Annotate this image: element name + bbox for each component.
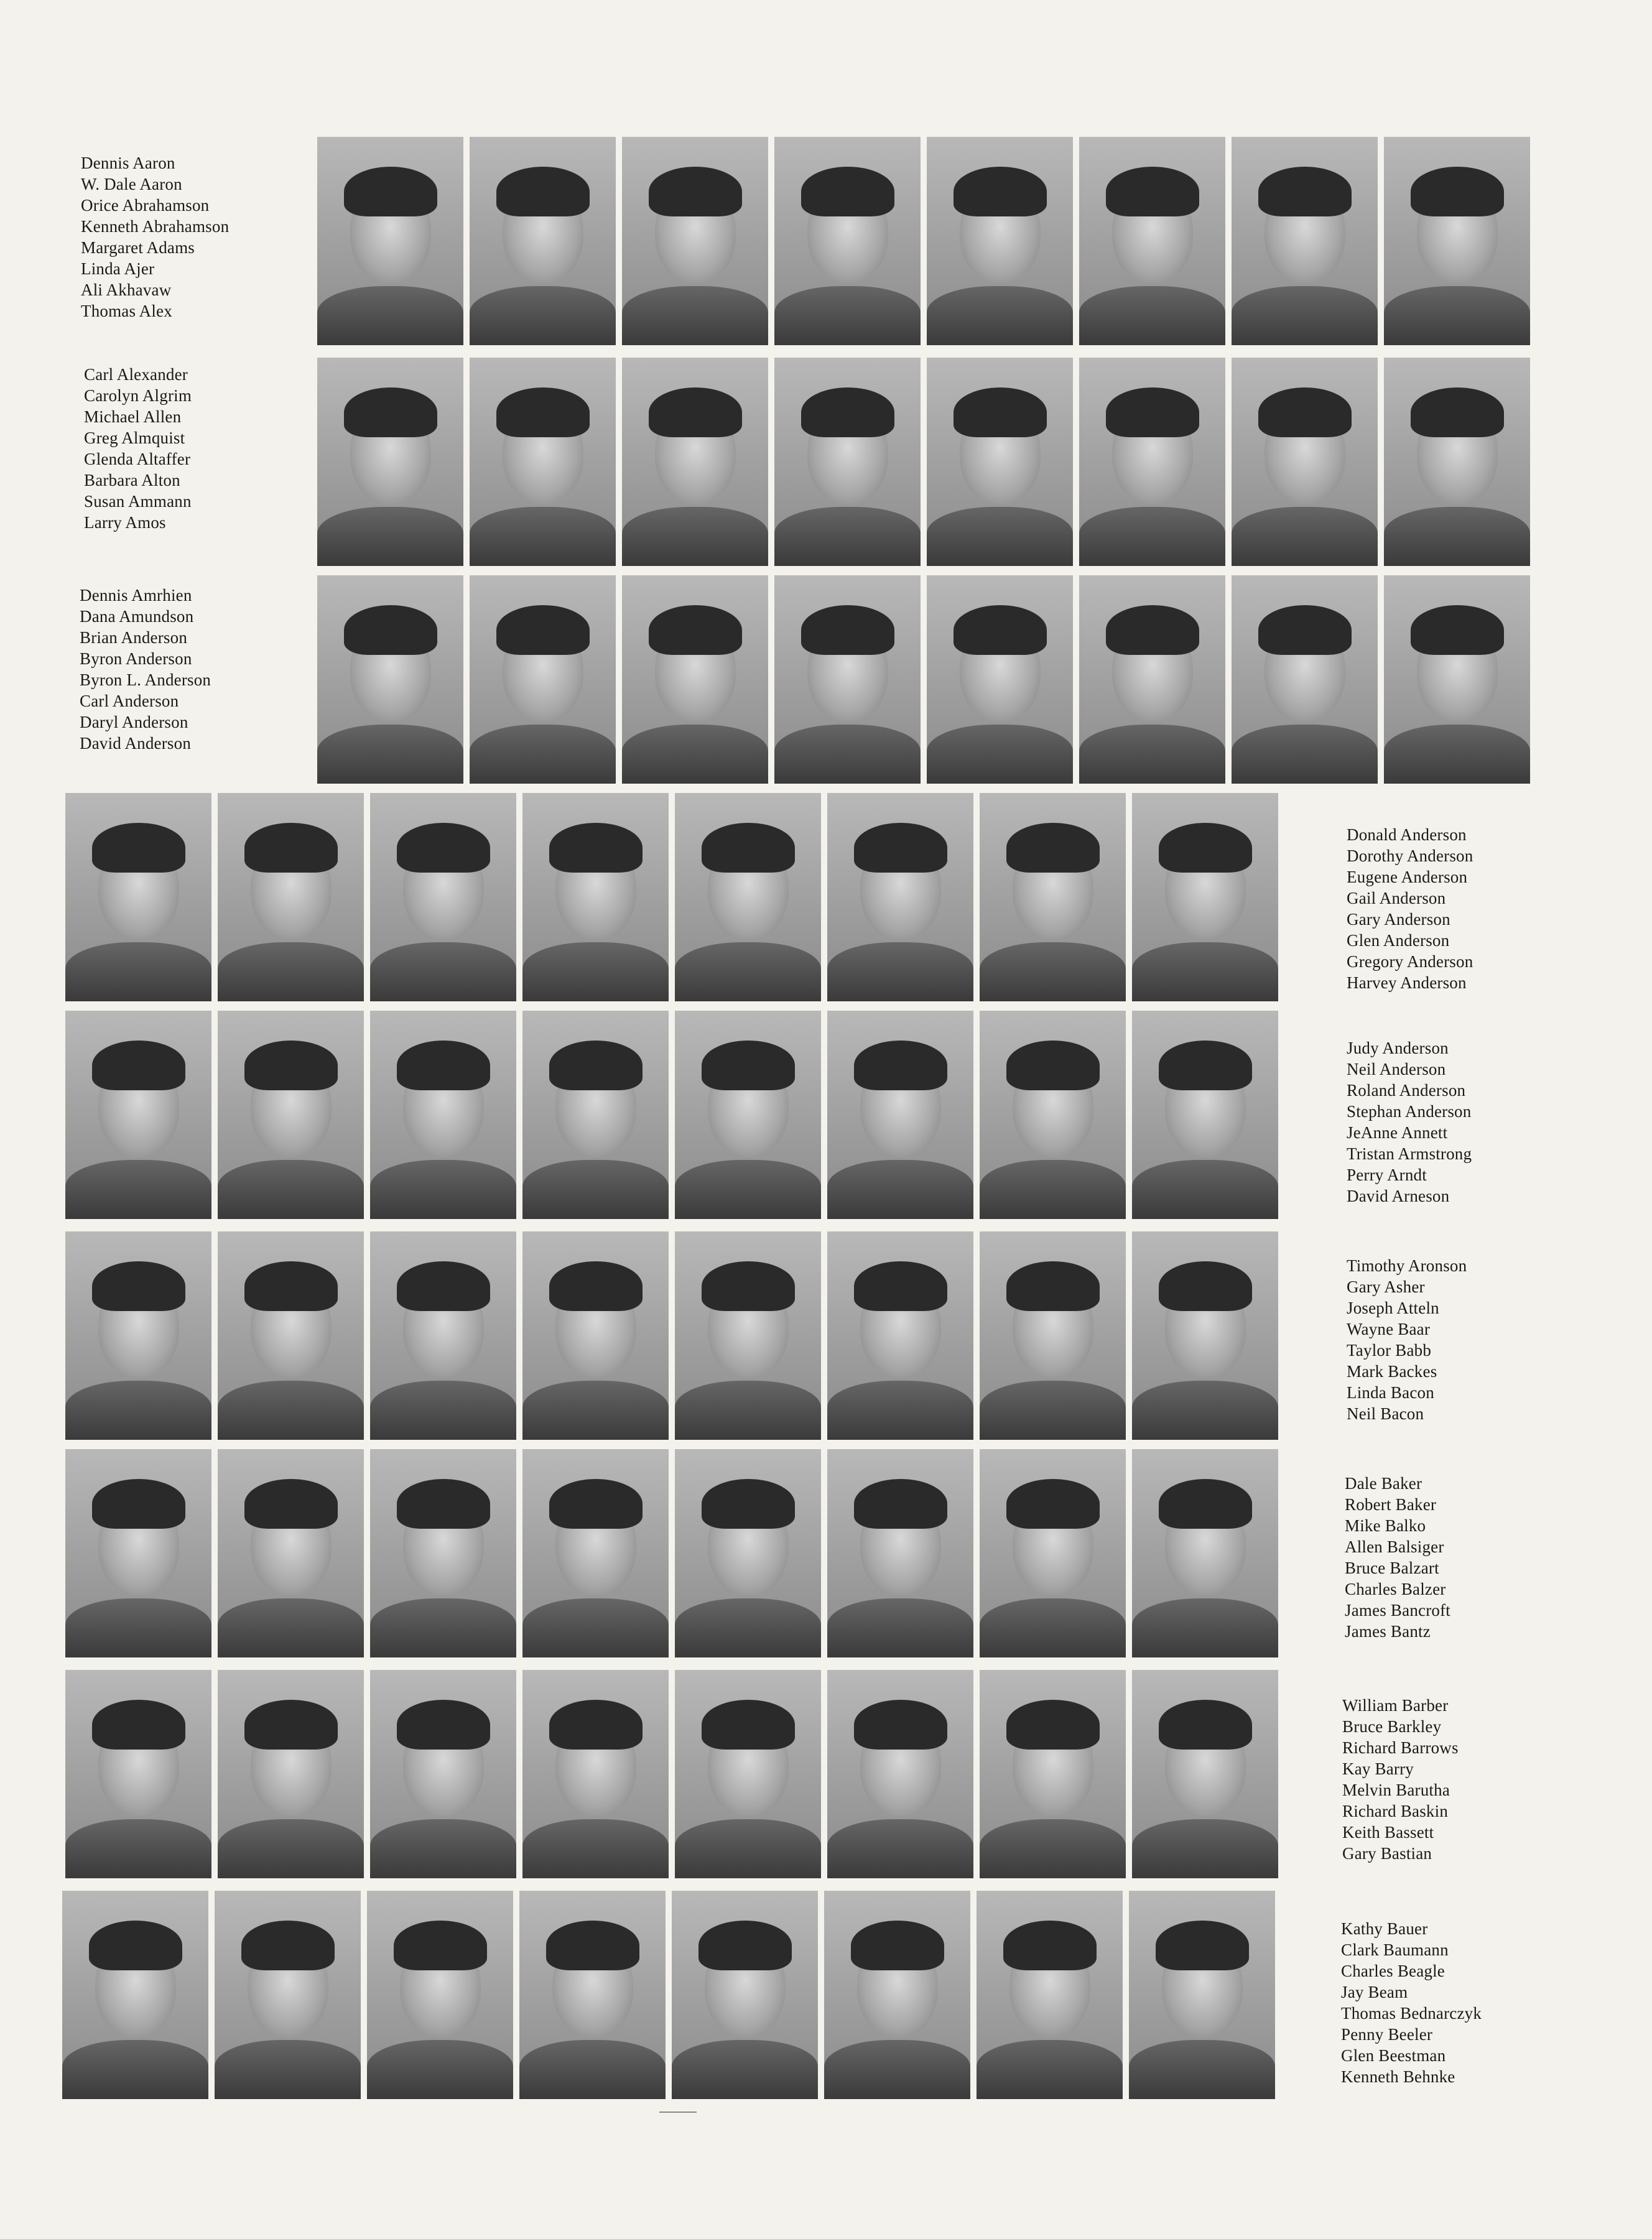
student-name: Penny Beeler xyxy=(1341,2025,1433,2044)
student-name: Linda Ajer xyxy=(81,259,155,278)
student-name: Richard Baskin xyxy=(1342,1802,1449,1820)
student-name: Bruce Balzart xyxy=(1345,1559,1439,1577)
student-name: Stephan Anderson xyxy=(1347,1102,1472,1121)
student-name: Keith Bassett xyxy=(1342,1823,1434,1842)
portrait-photo xyxy=(522,793,669,1001)
student-name: Kenneth Abrahamson xyxy=(81,217,230,236)
student-name: Bruce Barkley xyxy=(1342,1717,1442,1736)
student-name: Dorothy Anderson xyxy=(1347,846,1473,865)
portrait-photo xyxy=(1384,137,1530,345)
photo-row xyxy=(65,1449,1278,1657)
portrait-photo xyxy=(980,1231,1126,1440)
page-mark xyxy=(659,2112,697,2113)
student-name: Barbara Alton xyxy=(84,471,180,489)
portrait-photo xyxy=(367,1891,513,2099)
portrait-photo xyxy=(774,575,921,784)
portrait-photo xyxy=(522,1011,669,1219)
portrait-photo xyxy=(622,358,768,566)
portrait-photo xyxy=(1129,1891,1275,2099)
photo-row xyxy=(65,1670,1278,1878)
name-list xyxy=(1347,1255,1571,1424)
name-list xyxy=(84,364,308,533)
student-name: Allen Balsiger xyxy=(1345,1537,1444,1556)
portrait-photo xyxy=(1232,358,1378,566)
portrait-photo xyxy=(370,1449,516,1657)
student-name: Judy Anderson xyxy=(1347,1039,1449,1057)
student-name: Robert Baker xyxy=(1345,1495,1437,1514)
student-name: Richard Barrows xyxy=(1342,1738,1459,1757)
student-name: Mark Backes xyxy=(1347,1362,1437,1381)
portrait-photo xyxy=(980,1011,1126,1219)
portrait-photo xyxy=(675,793,821,1001)
student-name: Dana Amundson xyxy=(80,607,194,626)
portrait-photo xyxy=(622,137,768,345)
portrait-photo xyxy=(977,1891,1123,2099)
portrait-photo xyxy=(522,1670,669,1878)
student-name: Joseph Atteln xyxy=(1347,1299,1439,1317)
photo-row xyxy=(317,575,1530,784)
portrait-photo xyxy=(1132,1231,1278,1440)
portrait-photo xyxy=(980,793,1126,1001)
student-name: Dennis Amrhien xyxy=(80,586,192,605)
student-name: Gary Bastian xyxy=(1342,1844,1432,1863)
portrait-photo xyxy=(672,1891,818,2099)
portrait-photo xyxy=(218,1011,364,1219)
portrait-photo xyxy=(317,575,463,784)
student-name: Neil Anderson xyxy=(1347,1060,1446,1078)
student-name: Perry Arndt xyxy=(1347,1166,1427,1184)
student-name: Harvey Anderson xyxy=(1347,973,1467,992)
student-name: David Arneson xyxy=(1347,1187,1450,1205)
portrait-photo xyxy=(1079,358,1225,566)
portrait-photo xyxy=(65,1011,211,1219)
portrait-photo xyxy=(927,575,1073,784)
portrait-photo xyxy=(980,1449,1126,1657)
portrait-photo xyxy=(1132,1670,1278,1878)
photo-row xyxy=(65,1011,1278,1219)
photo-row xyxy=(65,1231,1278,1440)
portrait-photo xyxy=(927,137,1073,345)
name-list xyxy=(1347,824,1571,993)
student-name: Gary Asher xyxy=(1347,1277,1425,1296)
portrait-photo xyxy=(215,1891,361,2099)
portrait-photo xyxy=(1384,358,1530,566)
student-name: Donald Anderson xyxy=(1347,825,1467,844)
portrait-photo xyxy=(218,793,364,1001)
portrait-photo xyxy=(370,1670,516,1878)
student-name: Ali Akhavaw xyxy=(81,280,172,299)
student-name: Glen Beestman xyxy=(1341,2046,1446,2065)
portrait-photo xyxy=(675,1231,821,1440)
portrait-photo xyxy=(827,793,973,1001)
photo-row xyxy=(65,793,1278,1001)
student-name: David Anderson xyxy=(80,734,192,753)
student-name: Taylor Babb xyxy=(1347,1341,1432,1360)
student-name: Gail Anderson xyxy=(1347,889,1446,907)
photo-row xyxy=(317,137,1530,345)
student-name: Dale Baker xyxy=(1345,1474,1422,1493)
student-name: Kenneth Behnke xyxy=(1341,2067,1455,2086)
portrait-photo xyxy=(317,358,463,566)
name-list xyxy=(1341,1918,1565,2087)
portrait-photo xyxy=(470,137,616,345)
portrait-photo xyxy=(519,1891,666,2099)
portrait-photo xyxy=(1384,575,1530,784)
portrait-photo xyxy=(927,358,1073,566)
student-name: Mike Balko xyxy=(1345,1516,1426,1535)
student-name: William Barber xyxy=(1342,1696,1449,1715)
student-name: Roland Anderson xyxy=(1347,1081,1466,1100)
student-name: Carl Alexander xyxy=(84,365,188,384)
student-name: Jay Beam xyxy=(1341,1983,1408,2001)
name-list xyxy=(1345,1473,1569,1642)
student-name: Linda Bacon xyxy=(1347,1383,1434,1402)
portrait-photo xyxy=(1079,575,1225,784)
student-name: Gregory Anderson xyxy=(1347,952,1473,971)
student-name: Susan Ammann xyxy=(84,492,192,511)
portrait-photo xyxy=(1132,793,1278,1001)
student-name: Greg Almquist xyxy=(84,429,185,447)
student-name: Wayne Baar xyxy=(1347,1320,1431,1338)
name-list xyxy=(1342,1695,1566,1864)
student-name: Timothy Aronson xyxy=(1347,1256,1467,1275)
student-name: Neil Bacon xyxy=(1347,1404,1424,1423)
student-name: James Bancroft xyxy=(1345,1601,1450,1620)
portrait-photo xyxy=(1232,575,1378,784)
portrait-photo xyxy=(218,1231,364,1440)
student-name: Byron L. Anderson xyxy=(80,670,211,689)
portrait-photo xyxy=(1132,1011,1278,1219)
portrait-photo xyxy=(65,1670,211,1878)
portrait-photo xyxy=(65,1231,211,1440)
portrait-photo xyxy=(1232,137,1378,345)
student-name: Margaret Adams xyxy=(81,238,195,257)
portrait-photo xyxy=(980,1670,1126,1878)
portrait-photo xyxy=(62,1891,208,2099)
portrait-photo xyxy=(1079,137,1225,345)
portrait-photo xyxy=(370,1231,516,1440)
student-name: Kathy Bauer xyxy=(1341,1919,1428,1938)
student-name: Glen Anderson xyxy=(1347,931,1450,950)
portrait-photo xyxy=(522,1231,669,1440)
student-name: Gary Anderson xyxy=(1347,910,1450,929)
portrait-photo xyxy=(218,1670,364,1878)
portrait-photo xyxy=(675,1011,821,1219)
portrait-photo xyxy=(522,1449,669,1657)
student-name: Michael Allen xyxy=(84,407,182,426)
portrait-photo xyxy=(827,1011,973,1219)
portrait-photo xyxy=(370,793,516,1001)
portrait-photo xyxy=(317,137,463,345)
student-name: JeAnne Annett xyxy=(1347,1123,1448,1142)
portrait-photo xyxy=(470,358,616,566)
portrait-photo xyxy=(824,1891,970,2099)
student-name: Thomas Alex xyxy=(81,302,172,320)
portrait-photo xyxy=(675,1670,821,1878)
student-name: Brian Anderson xyxy=(80,628,188,647)
portrait-photo xyxy=(1132,1449,1278,1657)
student-name: Glenda Altaffer xyxy=(84,450,191,468)
name-list xyxy=(1347,1037,1571,1207)
student-name: Tristan Armstrong xyxy=(1347,1144,1472,1163)
student-name: Larry Amos xyxy=(84,513,166,532)
portrait-photo xyxy=(218,1449,364,1657)
student-name: Eugene Anderson xyxy=(1347,868,1468,886)
student-name: James Bantz xyxy=(1345,1622,1431,1641)
portrait-photo xyxy=(65,793,211,1001)
student-name: Thomas Bednarczyk xyxy=(1341,2004,1482,2023)
student-name: Daryl Anderson xyxy=(80,713,188,731)
student-name: Byron Anderson xyxy=(80,649,192,668)
student-name: W. Dale Aaron xyxy=(81,175,182,193)
portrait-photo xyxy=(827,1670,973,1878)
student-name: Carolyn Algrim xyxy=(84,386,192,405)
photo-row xyxy=(317,358,1530,566)
student-name: Charles Beagle xyxy=(1341,1962,1445,1980)
student-name: Kay Barry xyxy=(1342,1759,1414,1778)
portrait-photo xyxy=(675,1449,821,1657)
student-name: Clark Baumann xyxy=(1341,1940,1449,1959)
name-list xyxy=(80,585,304,754)
portrait-photo xyxy=(470,575,616,784)
student-name: Carl Anderson xyxy=(80,692,179,710)
student-name: Orice Abrahamson xyxy=(81,196,210,215)
name-list xyxy=(81,152,305,322)
portrait-photo xyxy=(827,1231,973,1440)
student-name: Melvin Barutha xyxy=(1342,1781,1450,1799)
student-name: Charles Balzer xyxy=(1345,1580,1446,1598)
portrait-photo xyxy=(370,1011,516,1219)
photo-row xyxy=(62,1891,1275,2099)
portrait-photo xyxy=(622,575,768,784)
portrait-photo xyxy=(65,1449,211,1657)
portrait-photo xyxy=(774,137,921,345)
student-name: Dennis Aaron xyxy=(81,154,175,172)
portrait-photo xyxy=(827,1449,973,1657)
portrait-photo xyxy=(774,358,921,566)
